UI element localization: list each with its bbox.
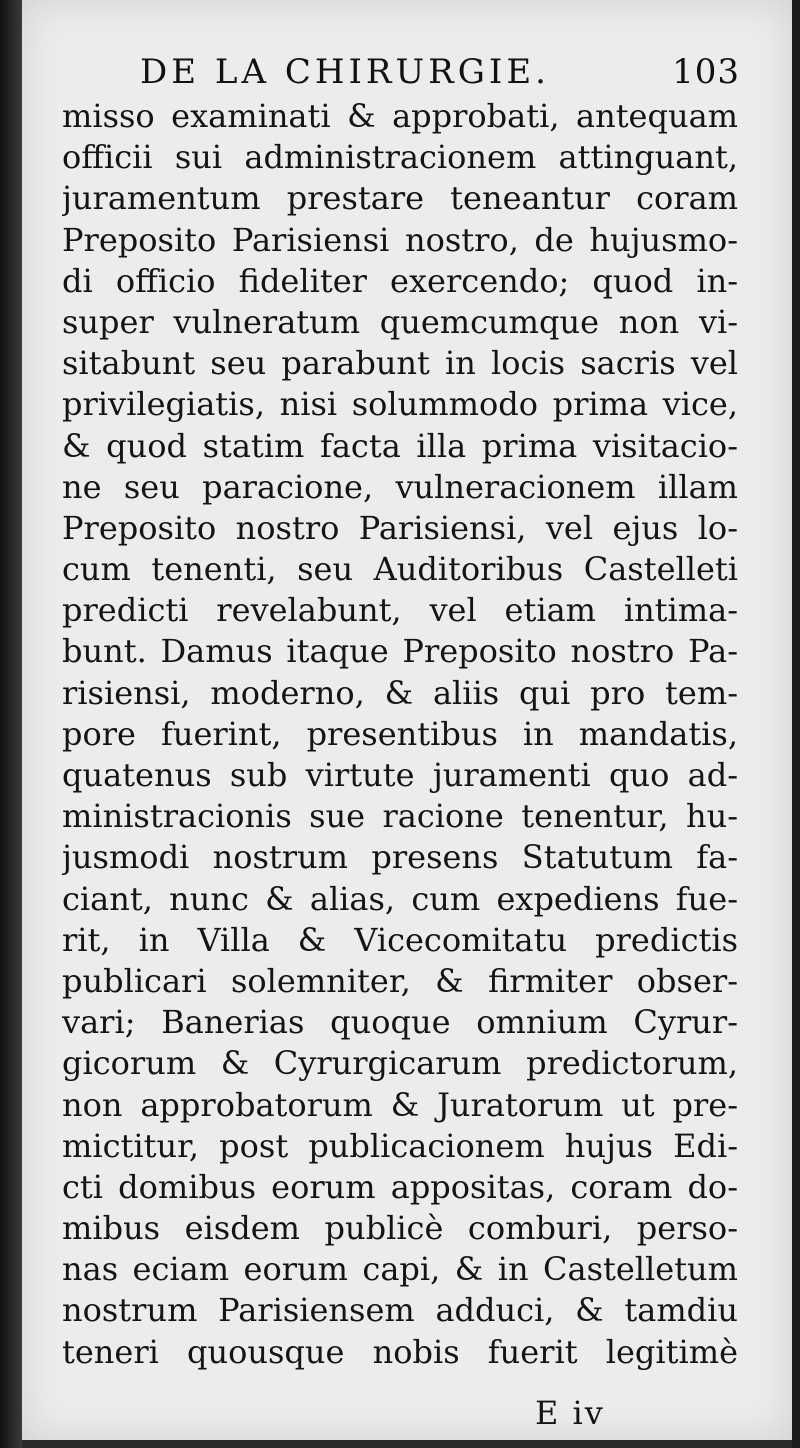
text-line: officii sui administracionem attinguant, (62, 138, 738, 177)
text-line: ciant, nunc & alias, cum expediens fue- (62, 879, 738, 918)
body-text (62, 96, 738, 1373)
text-line: bunt. Damus itaque Preposito nostro Pa- (62, 632, 738, 671)
text-line: predicti revelabunt, vel etiam intima- (62, 591, 738, 630)
text-line: non approbatorum & Juratorum ut pre- (62, 1085, 738, 1124)
text-line: ministracionis sue racione tenentur, hu- (62, 797, 738, 836)
signature-mark: E iv (535, 1394, 605, 1432)
text-line: juramentum prestare teneantur coram (62, 179, 738, 218)
text-line: super vulneratum quemcumque non vi- (62, 302, 738, 341)
text-line: misso examinati & approbati, antequam (62, 97, 738, 135)
text-line: di officio fideliter exercendo; quod in- (62, 261, 738, 300)
page-right-edge (792, 0, 800, 1448)
running-head: DE LA CHIRURGIE. (140, 52, 550, 92)
text-line: & quod statim facta illa prima visitacio- (62, 426, 738, 465)
text-line: Preposito Parisiensi nostro, de hujusmo- (62, 220, 738, 259)
text-line: nas eciam eorum capi, & in Castelletum (62, 1250, 738, 1289)
book-spine-shadow (0, 0, 22, 1448)
text-line: risiensi, moderno, & aliis qui pro tem- (62, 673, 738, 712)
text-line: privilegiatis, nisi solummodo prima vice, (62, 385, 738, 424)
text-line: mibus eisdem publicè comburi, perso- (62, 1209, 738, 1248)
page-number: 103 (672, 52, 740, 92)
text-line: quatenus sub virtute juramenti quo ad- (62, 756, 738, 794)
text-line: rit, in Villa & Vicecomitatu predictis (62, 920, 738, 959)
text-line: cti domibus eorum appositas, coram do- (62, 1167, 738, 1206)
text-line: nostrum Parisiensem adduci, & tamdiu (62, 1291, 738, 1330)
text-line: sitabunt seu parabunt in locis sacris vel (62, 344, 738, 383)
text-line: publicari solemniter, & firmiter obser- (62, 961, 738, 1000)
text-line: mictitur, post publicacionem hujus Edi- (62, 1126, 738, 1165)
text-line: Preposito nostro Parisiensi, vel ejus lo- (62, 508, 738, 547)
text-line: jusmodi nostrum presens Statutum fa- (62, 838, 738, 877)
text-line: gicorum & Cyrurgicarum predictorum, (62, 1044, 738, 1083)
text-line: pore fuerint, presentibus in mandatis, (62, 714, 738, 753)
page-header (140, 50, 740, 98)
text-line: teneri quousque nobis fuerit legitimè (62, 1332, 738, 1371)
text-line: ne seu paracione, vulneracionem illam (62, 467, 738, 506)
text-line: vari; Banerias quoque omnium Cyrur- (62, 1003, 738, 1042)
text-line: cum tenenti, seu Auditoribus Castelleti (62, 550, 738, 589)
